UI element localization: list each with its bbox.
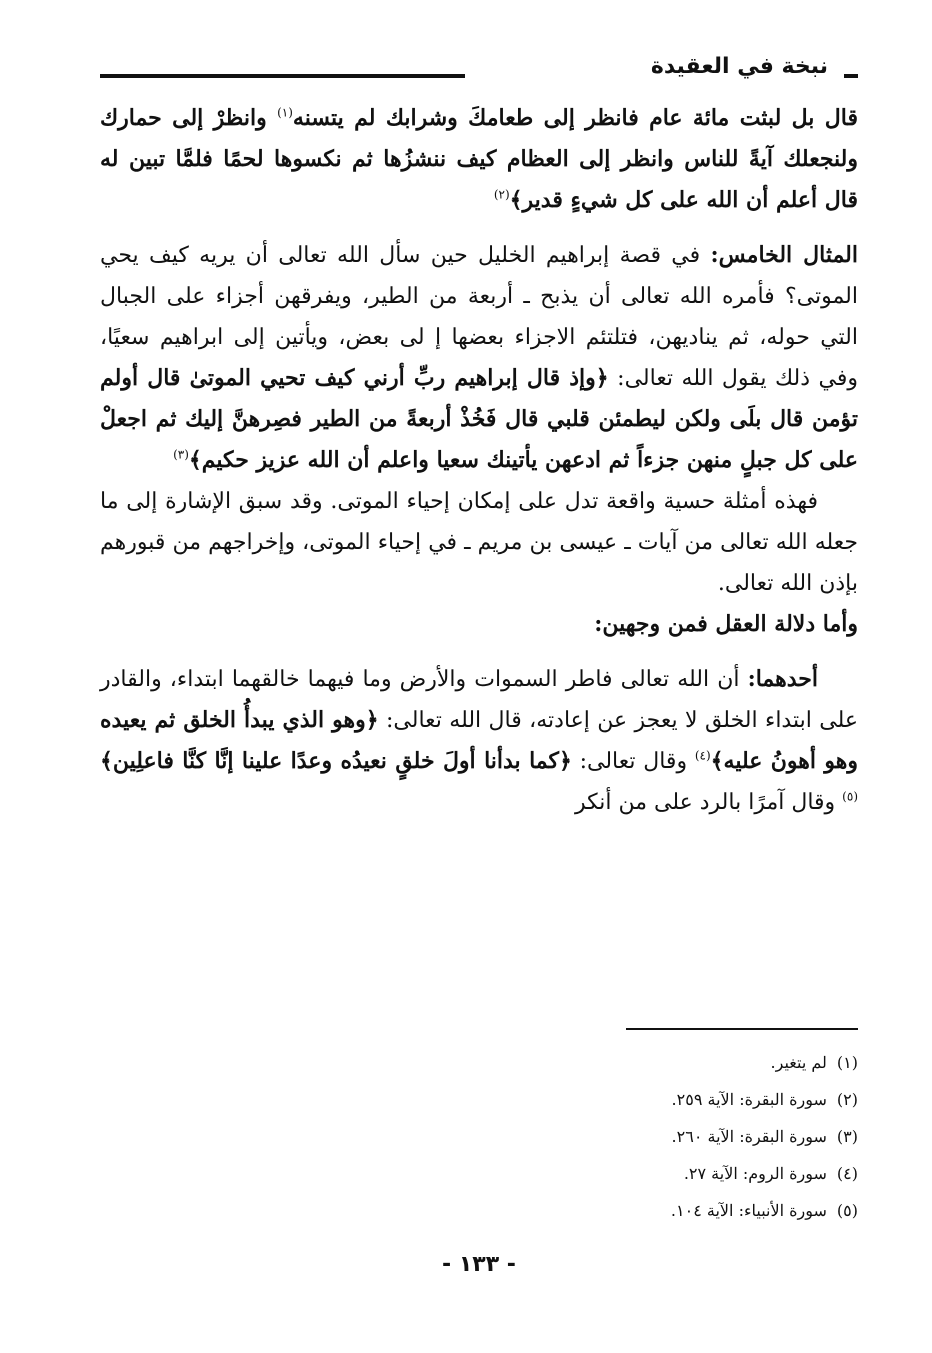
footnote-ref-3[interactable]: (٣) xyxy=(173,447,189,462)
paragraph-text: فهذه أمثلة حسية واقعة تدل على إمكان إحياء الموتى. وقد سبق الإشارة إلى ما جعله الله تعالى من آيات ـ عيسى بن مريم ـ في إحياء الموتى، وإخراجهم من قبورهم بإذن الله تعالى. xyxy=(100,489,858,596)
main-text xyxy=(100,98,858,823)
footnote-number: (٣) xyxy=(836,1127,858,1146)
footnote-number: (١) xyxy=(836,1053,858,1072)
footnote-text: سورة الروم: الآية ٢٧. xyxy=(683,1164,827,1183)
footnote-number: (٤) xyxy=(836,1164,858,1183)
footnote-ref-4[interactable]: (٤) xyxy=(694,748,711,763)
footnote-ref-2[interactable]: (٢) xyxy=(493,187,510,202)
section-heading xyxy=(100,604,858,645)
verse-text: قال بل لبثت مائة عام فانظر إلى طعامكَ وشرابك لم يتسنه xyxy=(292,105,859,131)
footnote-number: (٥) xyxy=(836,1201,858,1220)
footnote-item xyxy=(100,1081,858,1118)
heading-text: وأما دلالة العقل فمن وجهين: xyxy=(594,611,858,637)
footnotes xyxy=(100,1044,858,1229)
footnote-text: سورة الأنبياء: الآية ١٠٤. xyxy=(670,1201,827,1220)
footnote-separator xyxy=(626,1028,858,1030)
footnote-ref-5[interactable]: (٥) xyxy=(842,789,858,804)
footnote-item xyxy=(100,1118,858,1155)
footnote-item xyxy=(100,1192,858,1229)
paragraph-text-end: وقال آمرًا بالرد على من أنكر xyxy=(574,790,843,815)
paragraph-fifth-example xyxy=(100,235,858,481)
footnote-text: سورة البقرة: الآية ٢٦٠. xyxy=(671,1127,827,1146)
paragraph-quran-verse xyxy=(100,98,858,221)
paragraph-text: في قصة إبراهيم الخليل حين سأل الله تعالى أن يريه كيف يحي الموتى؟ فأمره الله تعالى أن يذبح ـ أربعة من الطير، ويفرقهن أجزاء على الجبال التي حوله، ثم يناديهن، فتلتئم الاجزاء بعضها إ لى بعض، ويأتين إلى ابراهيم سعيًا، وفي ذلك يقول الله تعالى: xyxy=(100,243,858,391)
verse-text-continued: وانظرْ إلى حمارك ولنجعلك آيةً للناس وانظر إلى العظام كيف ننشزُها ثم نكسوها لحمًا فلمَّا تبين له قال أعلم أن الله على كل شيءٍ قدير﴾ xyxy=(100,105,858,213)
paragraph-text: أن الله تعالى فاطر السموات والأرض وما فيهما خالقهما ابتداء، والقادر على ابتداء الخلق لا يعجز عن إعادته، قال الله تعالى: xyxy=(100,667,858,733)
header-rule-left xyxy=(100,74,465,78)
footnote-text: لم يتغير. xyxy=(770,1053,827,1072)
quran-quote-2: ﴿كما بدأنا أولَ خلقٍ نعيدُه وعدًا علينا إنَّا كنَّا فاعلِين﴾ xyxy=(100,748,572,774)
footnote-ref-1[interactable]: (١) xyxy=(277,105,293,120)
book-page xyxy=(100,40,859,1277)
quran-quote: ﴿وهو الذي يبدأُ الخلق ثم يعيده وهو أهونُ عليه﴾ xyxy=(100,707,859,774)
section-label: أحدهما: xyxy=(747,666,818,692)
quran-quote: ﴿وإذ قال إبراهيم ربِّ أرني كيف تحيي الموتىٰ قال أولم تؤمن قال بلَى ولكن ليطمئن قلبي قال فَخُذْ أربعةً من الطير فصِرهنَّ إليك ثم اجعلْ على كل جبلٍ منهن جزءاً ثم ادعهن يأتينك سعيا واعلم أن الله عزيز حكيم﴾ xyxy=(100,365,858,473)
paragraph-first-aspect xyxy=(100,659,858,823)
footnote-number: (٢) xyxy=(836,1090,858,1109)
paragraph-text-continued: وقال تعالى: xyxy=(571,749,695,774)
book-title: نبخة في العقيدة xyxy=(645,54,834,79)
footnote-item xyxy=(100,1044,858,1081)
paragraph-summary xyxy=(100,481,858,604)
footnote-text: سورة البقرة: الآية ٢٥٩. xyxy=(671,1090,827,1109)
header-rule-right xyxy=(844,74,858,78)
running-header xyxy=(100,40,858,98)
footnote-item xyxy=(100,1155,858,1192)
section-label: المثال الخامس: xyxy=(710,242,858,268)
page-number: - ١٣٣ - xyxy=(442,1252,516,1277)
